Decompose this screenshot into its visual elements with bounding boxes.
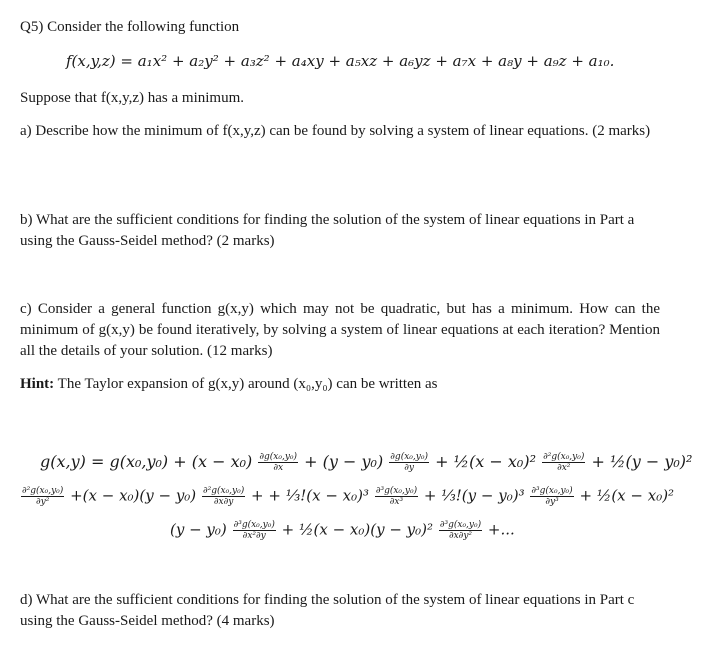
partial-fraction	[439, 520, 482, 541]
fraction-numerator: ∂g(x₀,y₀)	[259, 452, 298, 462]
part-a-text: a) Describe how the minimum of f(x,y,z) can be found by solving a system of linear equations. (2 marks)	[20, 123, 651, 139]
fraction-denominator: ∂y²	[35, 497, 50, 507]
taylor-term: + (y − y₀)	[304, 452, 384, 471]
fraction-numerator: ∂³g(x₀,y₀)	[531, 486, 573, 496]
fraction-denominator: ∂x²	[557, 463, 571, 473]
partial-fraction	[530, 486, 573, 507]
taylor-term: + ½(x − x₀)(y − y₀)²	[281, 520, 434, 539]
partial-fraction	[21, 486, 64, 507]
taylor-term: + ½(x − x₀)²	[435, 452, 536, 471]
taylor-term: + ½(x − x₀)²	[579, 486, 675, 505]
fraction-denominator: ∂x∂y²	[448, 531, 473, 541]
taylor-term: (y − y₀)	[170, 520, 227, 539]
taylor-term: + ½(y − y₀)²	[591, 452, 693, 471]
fraction-denominator: ∂x	[273, 463, 284, 473]
part-c-text: c) Consider a general function g(x,y) which may not be quadratic, but has a minimum. How can the minimum of g(x,y) be found iteratively, by solving a system of linear equations at each iteration? Mention all the details of your solution. (12 marks)	[20, 301, 660, 359]
hint-label: Hint:	[20, 376, 55, 392]
fraction-denominator: ∂y	[404, 463, 414, 473]
fraction-numerator: ∂²g(x₀,y₀)	[543, 452, 585, 462]
taylor-term: +(x − x₀)(y − y₀)	[70, 486, 197, 505]
taylor-term: + ⅓!(y − y₀)³	[423, 486, 525, 505]
function-equation: f(x,y,z) = a₁x² + a₂y² + a₃z² + a₄xy + a₅xz + a₆yz + a₇x + a₈y + a₉z + a₁₀.	[66, 52, 615, 70]
fraction-numerator: ∂²g(x₀,y₀)	[22, 486, 64, 496]
fraction-numerator: ∂²g(x₀,y₀)	[202, 486, 245, 496]
fraction-denominator: ∂x²∂y	[242, 531, 266, 541]
taylor-line-1	[40, 452, 692, 473]
part-d-text: d) What are the sufficient conditions for finding the solution of the system of linear equations in Part c using the Gauss-Seidel method? (4 marks)	[20, 592, 635, 629]
partial-fraction	[375, 486, 418, 507]
taylor-term: + + ⅓!(x − x₀)³	[251, 486, 370, 505]
partial-fraction	[233, 520, 276, 541]
question-title: Q5) Consider the following function	[20, 19, 240, 35]
taylor-line-2	[20, 486, 674, 507]
partial-fraction	[389, 452, 429, 473]
part-b-text: b) What are the sufficient conditions for finding the solution of the system of linear equations in Part a using the Gauss-Seidel method? (2 marks)	[20, 212, 635, 249]
partial-fraction	[542, 452, 585, 473]
fraction-denominator: ∂x³	[389, 497, 404, 507]
taylor-term: g(x,y) = g(x₀,y₀) + (x − x₀)	[40, 452, 253, 471]
fraction-numerator: ∂g(x₀,y₀)	[390, 452, 428, 462]
hint-text: The Taylor expansion of g(x,y) around (x₀,y₀) can be written as	[57, 376, 438, 392]
fraction-denominator: ∂y³	[545, 497, 559, 507]
hint-line	[20, 374, 438, 395]
taylor-term: +...	[487, 520, 515, 539]
fraction-numerator: ∂³g(x₀,y₀)	[439, 520, 482, 530]
fraction-numerator: ∂³g(x₀,y₀)	[375, 486, 418, 496]
partial-fraction	[258, 452, 298, 473]
taylor-line-3	[170, 520, 515, 541]
fraction-numerator: ∂³g(x₀,y₀)	[233, 520, 275, 530]
fraction-denominator: ∂x∂y	[213, 497, 234, 507]
assumption-text: Suppose that f(x,y,z) has a minimum.	[20, 90, 244, 106]
partial-fraction	[202, 486, 245, 507]
